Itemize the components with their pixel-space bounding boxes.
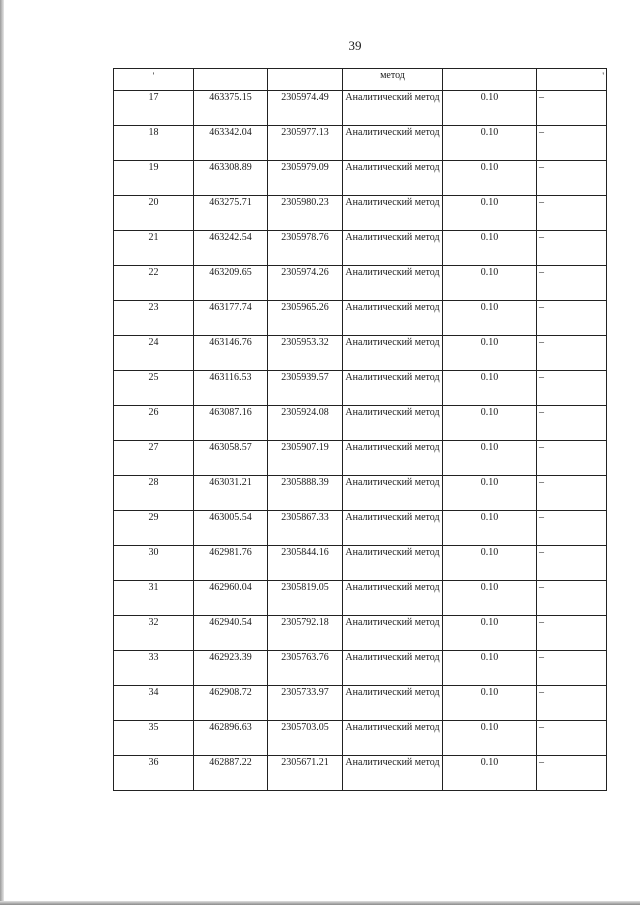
table-row-continuation [114,69,607,91]
cell-text: – [539,477,544,488]
cell-text: 462923.39 [209,652,252,663]
cell-accuracy [443,69,537,91]
cell-text: 0.10 [480,547,499,558]
cell-point-number [114,371,194,406]
cell-text: 2305978.76 [281,232,329,243]
cell-text: 2305763.76 [281,652,329,663]
cell-text: 2305974.49 [281,92,329,103]
cell-text: 0.10 [480,582,499,593]
cell-text: 462960.04 [209,582,252,593]
cell-text: 463058.57 [209,442,252,453]
cell-text: 19 [148,162,159,173]
cell-note [537,336,607,371]
cell-point-number [114,546,194,581]
cell-text: – [539,337,544,348]
cell-text: 29 [148,512,159,523]
table-row [114,511,607,546]
cell-method [343,126,443,161]
cell-text: – [539,652,544,663]
cell-y-coordinate [268,581,343,616]
cell-method [343,546,443,581]
cell-text: 463342.04 [209,127,252,138]
cell-text: 35 [148,722,159,733]
cell-y-coordinate [268,756,343,791]
cell-text: 0.10 [480,372,499,383]
cell-note [537,756,607,791]
cell-text: Аналитический метод [345,337,440,348]
cell-point-number [114,161,194,196]
cell-text: Аналитический метод [345,162,440,173]
cell-method [343,686,443,721]
cell-text: Аналитический метод [345,197,440,208]
cell-x-coordinate [194,126,268,161]
cell-note [537,161,607,196]
cell-text: 23 [148,302,159,313]
cell-text: 463308.89 [209,162,252,173]
cell-method [343,721,443,756]
cell-text: 0.10 [480,267,499,278]
table-row [114,581,607,616]
cell-text: 2305953.32 [281,337,329,348]
cell-note [537,581,607,616]
cell-x-coordinate [194,371,268,406]
cell-text: – [539,617,544,628]
cell-text: 20 [148,197,159,208]
cell-point-number [114,616,194,651]
cell-point-number [114,756,194,791]
cell-text: 463087.16 [209,407,252,418]
cell-note [537,126,607,161]
cell-method [343,511,443,546]
cell-x-coordinate [194,196,268,231]
cell-accuracy [443,686,537,721]
cell-accuracy [443,301,537,336]
cell-x-coordinate [194,476,268,511]
cell-note [537,651,607,686]
cell-text: 2305703.05 [281,722,329,733]
cell-text: 34 [148,687,159,698]
cell-text: Аналитический метод [345,652,440,663]
cell-text: 24 [148,337,159,348]
cell-text: 25 [148,372,159,383]
cell-y-coordinate [268,91,343,126]
cell-point-number [114,721,194,756]
cell-text: – [539,687,544,698]
cell-method [343,161,443,196]
cell-x-coordinate [194,651,268,686]
cell-y-coordinate [268,126,343,161]
cell-text: 2305844.16 [281,547,329,558]
cell-text: 30 [148,547,159,558]
cell-x-coordinate [194,581,268,616]
cell-text: – [539,232,544,243]
cell-accuracy [443,756,537,791]
cell-accuracy [443,616,537,651]
cell-text: 462908.72 [209,687,252,698]
table-row [114,336,607,371]
cell-method [343,301,443,336]
cell-text: 0.10 [480,652,499,663]
cell-accuracy [443,196,537,231]
cell-text: 463375.15 [209,92,252,103]
cell-accuracy [443,581,537,616]
table-row [114,476,607,511]
cell-text: 463031.21 [209,477,252,488]
cell-text: 0.10 [480,197,499,208]
table-row [114,686,607,721]
cell-point-number [114,126,194,161]
cell-accuracy [443,721,537,756]
cell-text: – [539,582,544,593]
cell-point-number [114,511,194,546]
cell-text: 0.10 [480,92,499,103]
cell-text: Аналитический метод [345,372,440,383]
cell-text: Аналитический метод [345,512,440,523]
cell-text: 32 [148,617,159,628]
cell-accuracy [443,91,537,126]
cell-text: ' [602,71,604,81]
cell-text: 462981.76 [209,547,252,558]
cell-accuracy [443,651,537,686]
cell-note [537,91,607,126]
cell-text: Аналитический метод [345,267,440,278]
cell-text: 463177.74 [209,302,252,313]
cell-y-coordinate [268,69,343,91]
cell-x-coordinate [194,686,268,721]
cell-text: 26 [148,407,159,418]
cell-text: 2305819.05 [281,582,329,593]
cell-text: 2305939.57 [281,372,329,383]
cell-accuracy [443,546,537,581]
cell-accuracy [443,161,537,196]
cell-accuracy [443,511,537,546]
cell-text: 0.10 [480,687,499,698]
cell-text: 18 [148,127,159,138]
cell-point-number [114,69,194,91]
cell-point-number [114,196,194,231]
cell-text: 2305965.26 [281,302,329,313]
cell-text: – [539,127,544,138]
cell-x-coordinate [194,266,268,301]
cell-note [537,616,607,651]
cell-note [537,686,607,721]
cell-method [343,336,443,371]
cell-text: 21 [148,232,159,243]
cell-text: Аналитический метод [345,127,440,138]
cell-y-coordinate [268,371,343,406]
table-row [114,406,607,441]
coordinates-table-body [114,69,607,791]
cell-text: 463146.76 [209,337,252,348]
cell-text: 463116.53 [209,372,252,383]
cell-text: – [539,407,544,418]
table-row [114,756,607,791]
cell-method [343,756,443,791]
table-row [114,161,607,196]
cell-x-coordinate [194,511,268,546]
cell-text: 28 [148,477,159,488]
cell-text: метод [380,70,405,81]
cell-point-number [114,581,194,616]
cell-x-coordinate [194,69,268,91]
cell-text: 36 [148,757,159,768]
cell-x-coordinate [194,161,268,196]
cell-y-coordinate [268,336,343,371]
cell-accuracy [443,231,537,266]
cell-note [537,371,607,406]
cell-text: Аналитический метод [345,757,440,768]
cell-y-coordinate [268,196,343,231]
cell-point-number [114,476,194,511]
cell-text: – [539,757,544,768]
cell-y-coordinate [268,721,343,756]
cell-y-coordinate [268,441,343,476]
cell-note [537,511,607,546]
page-bottom-edge [0,901,640,905]
cell-point-number [114,406,194,441]
cell-text: 2305980.23 [281,197,329,208]
cell-text: – [539,442,544,453]
cell-text: 2305974.26 [281,267,329,278]
cell-y-coordinate [268,616,343,651]
cell-y-coordinate [268,161,343,196]
cell-note [537,546,607,581]
cell-text: Аналитический метод [345,687,440,698]
cell-x-coordinate [194,406,268,441]
cell-text: Аналитический метод [345,477,440,488]
cell-y-coordinate [268,266,343,301]
cell-text: 0.10 [480,617,499,628]
cell-text: Аналитический метод [345,582,440,593]
cell-method [343,231,443,266]
table-row [114,441,607,476]
cell-method [343,406,443,441]
cell-accuracy [443,476,537,511]
cell-text: 2305792.18 [281,617,329,628]
table-row [114,301,607,336]
cell-text: Аналитический метод [345,617,440,628]
cell-note [537,231,607,266]
cell-method [343,69,443,91]
cell-text: 22 [148,267,159,278]
cell-text: 0.10 [480,442,499,453]
cell-x-coordinate [194,336,268,371]
cell-text: 462896.63 [209,722,252,733]
cell-method [343,581,443,616]
cell-point-number [114,686,194,721]
cell-y-coordinate [268,651,343,686]
cell-text: 0.10 [480,302,499,313]
cell-x-coordinate [194,756,268,791]
table-row [114,91,607,126]
cell-method [343,616,443,651]
cell-text: Аналитический метод [345,302,440,313]
cell-text: 0.10 [480,127,499,138]
cell-text: Аналитический метод [345,442,440,453]
cell-text: 0.10 [480,232,499,243]
cell-accuracy [443,336,537,371]
cell-point-number [114,231,194,266]
cell-text: 33 [148,652,159,663]
cell-text: 2305671.21 [281,757,329,768]
cell-text: ' [152,71,155,81]
cell-text: 0.10 [480,337,499,348]
cell-text: 27 [148,442,159,453]
table-row [114,651,607,686]
cell-y-coordinate [268,231,343,266]
table-row [114,196,607,231]
cell-text: 0.10 [480,722,499,733]
cell-method [343,91,443,126]
cell-text: Аналитический метод [345,407,440,418]
cell-text: Аналитический метод [345,547,440,558]
cell-method [343,196,443,231]
cell-text: 0.10 [480,407,499,418]
cell-text: 2305924.08 [281,407,329,418]
cell-point-number [114,336,194,371]
cell-method [343,266,443,301]
cell-y-coordinate [268,686,343,721]
page-number: 39 [348,38,362,53]
cell-point-number [114,301,194,336]
cell-text: – [539,92,544,103]
cell-text: 0.10 [480,512,499,523]
cell-text: 2305733.97 [281,687,329,698]
cell-text: 0.10 [480,162,499,173]
cell-method [343,441,443,476]
cell-text: 31 [148,582,159,593]
cell-note [537,266,607,301]
cell-note [537,721,607,756]
cell-note [537,441,607,476]
cell-method [343,371,443,406]
cell-method [343,651,443,686]
cell-text: – [539,512,544,523]
cell-text: Аналитический метод [345,92,440,103]
table-row [114,371,607,406]
cell-text: 2305977.13 [281,127,329,138]
cell-text: 2305888.39 [281,477,329,488]
cell-accuracy [443,406,537,441]
cell-text: – [539,372,544,383]
cell-text: – [539,162,544,173]
cell-text: 17 [148,92,159,103]
table-row [114,126,607,161]
table-row [114,721,607,756]
cell-text: Аналитический метод [345,232,440,243]
cell-note [537,406,607,441]
cell-text: 463209.65 [209,267,252,278]
cell-note [537,476,607,511]
cell-y-coordinate [268,546,343,581]
cell-text: 2305907.19 [281,442,329,453]
cell-text: – [539,197,544,208]
cell-method [343,476,443,511]
cell-point-number [114,651,194,686]
cell-y-coordinate [268,511,343,546]
cell-y-coordinate [268,406,343,441]
table-row [114,266,607,301]
cell-point-number [114,266,194,301]
cell-text: – [539,302,544,313]
cell-note [537,69,607,91]
cell-text: 462940.54 [209,617,252,628]
cell-text: 463275.71 [209,197,252,208]
coordinates-table [113,68,607,791]
cell-text: 0.10 [480,477,499,488]
cell-x-coordinate [194,721,268,756]
cell-note [537,301,607,336]
cell-text: Аналитический метод [345,722,440,733]
table-row [114,231,607,266]
cell-text: 462887.22 [209,757,252,768]
cell-accuracy [443,441,537,476]
cell-text: 463005.54 [209,512,252,523]
cell-text: 0.10 [480,757,499,768]
cell-x-coordinate [194,231,268,266]
cell-text: – [539,722,544,733]
table-row [114,546,607,581]
cell-x-coordinate [194,546,268,581]
table-row [114,616,607,651]
cell-text: 2305867.33 [281,512,329,523]
cell-text: 463242.54 [209,232,252,243]
cell-accuracy [443,266,537,301]
cell-accuracy [443,126,537,161]
cell-note [537,196,607,231]
cell-text: – [539,547,544,558]
cell-x-coordinate [194,441,268,476]
cell-point-number [114,91,194,126]
cell-accuracy [443,371,537,406]
cell-text: – [539,267,544,278]
cell-point-number [114,441,194,476]
page-edge-shadow [0,0,4,905]
cell-y-coordinate [268,301,343,336]
cell-x-coordinate [194,301,268,336]
cell-x-coordinate [194,91,268,126]
cell-text: 2305979.09 [281,162,329,173]
cell-x-coordinate [194,616,268,651]
cell-y-coordinate [268,476,343,511]
